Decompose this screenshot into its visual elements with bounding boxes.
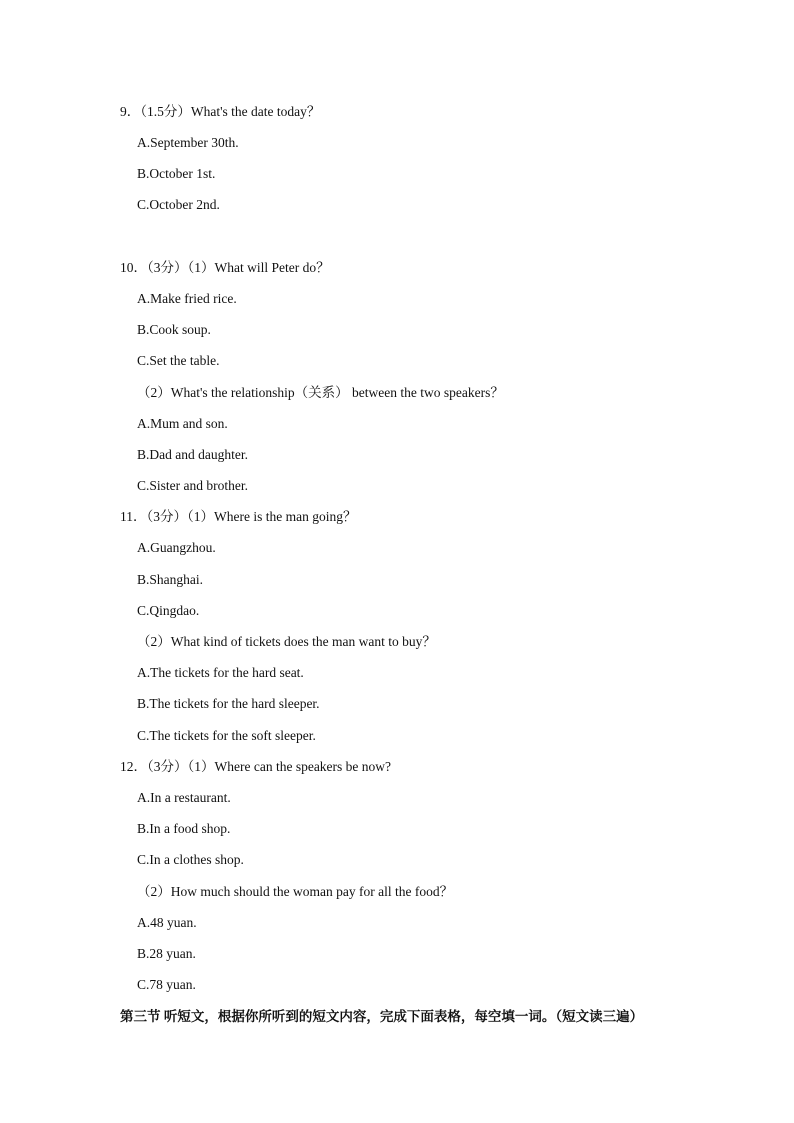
option-b: B.Cook soup. (137, 322, 211, 337)
option-c: C.Qingdao. (137, 603, 200, 618)
option-c: C.Set the table. (137, 353, 220, 368)
option-c: C.October 2nd. (137, 197, 220, 212)
sub-question-label: （2） (137, 634, 171, 649)
question-9-stem (120, 104, 320, 120)
sub-question-11-2 (137, 634, 436, 650)
question-text: What will Peter do？ (214, 260, 330, 275)
question-score: （3分） (147, 260, 188, 275)
section-heading: 第三节 听短文，根据你所听到的短文内容，完成下面表格，每空填一词。（短文读三遍） (120, 1009, 644, 1024)
question-text: How much should the woman pay for all the food？ (170, 884, 454, 899)
option-a: A.The tickets for the hard seat. (137, 665, 304, 680)
sub-question-label: （1） (187, 509, 214, 524)
option-b: B.In a food shop. (137, 821, 231, 836)
question-text: What's the date today？ (190, 104, 321, 119)
option-a: A.Mum and son. (137, 416, 228, 431)
option-b: B.Dad and daughter. (137, 447, 248, 462)
option-c: C.Sister and brother. (137, 478, 248, 493)
option-b: B.Shanghai. (137, 572, 203, 587)
option-b: B.October 1st. (137, 166, 216, 181)
question-number: 12． (120, 759, 147, 774)
sub-question-label: （1） (187, 260, 215, 275)
option-c: C.78 yuan. (137, 977, 196, 992)
option-a: A.In a restaurant. (137, 790, 231, 805)
question-10-stem (120, 260, 330, 276)
question-score: （3分） (147, 759, 188, 774)
option-c: C.In a clothes shop. (137, 852, 244, 867)
sub-question-label: （2） (137, 884, 171, 899)
option-a: A.48 yuan. (137, 915, 197, 930)
question-text: What's the relationship（关系） between the two speakers？ (170, 385, 504, 400)
question-number: 11． (120, 509, 147, 524)
option-b: B.28 yuan. (137, 946, 196, 961)
question-12-stem (120, 759, 391, 775)
question-11-stem (120, 509, 356, 525)
question-text: What kind of tickets does the man want to buy？ (170, 634, 436, 649)
question-score: （1.5分） (140, 104, 191, 119)
question-text: Where is the man going？ (214, 509, 357, 524)
option-a: A.Guangzhou. (137, 540, 216, 555)
question-text: Where can the speakers be now? (214, 759, 392, 774)
question-number: 9． (120, 104, 141, 119)
sub-question-12-2 (137, 884, 453, 900)
sub-question-label: （2） (137, 385, 171, 400)
option-a: A.Make fried rice. (137, 291, 237, 306)
question-score: （3分） (146, 509, 187, 524)
sub-question-10-2 (137, 385, 504, 401)
sub-question-label: （1） (187, 759, 215, 774)
option-a: A.September 30th. (137, 135, 239, 150)
option-c: C.The tickets for the soft sleeper. (137, 728, 316, 743)
question-number: 10． (120, 260, 147, 275)
option-b: B.The tickets for the hard sleeper. (137, 696, 320, 711)
